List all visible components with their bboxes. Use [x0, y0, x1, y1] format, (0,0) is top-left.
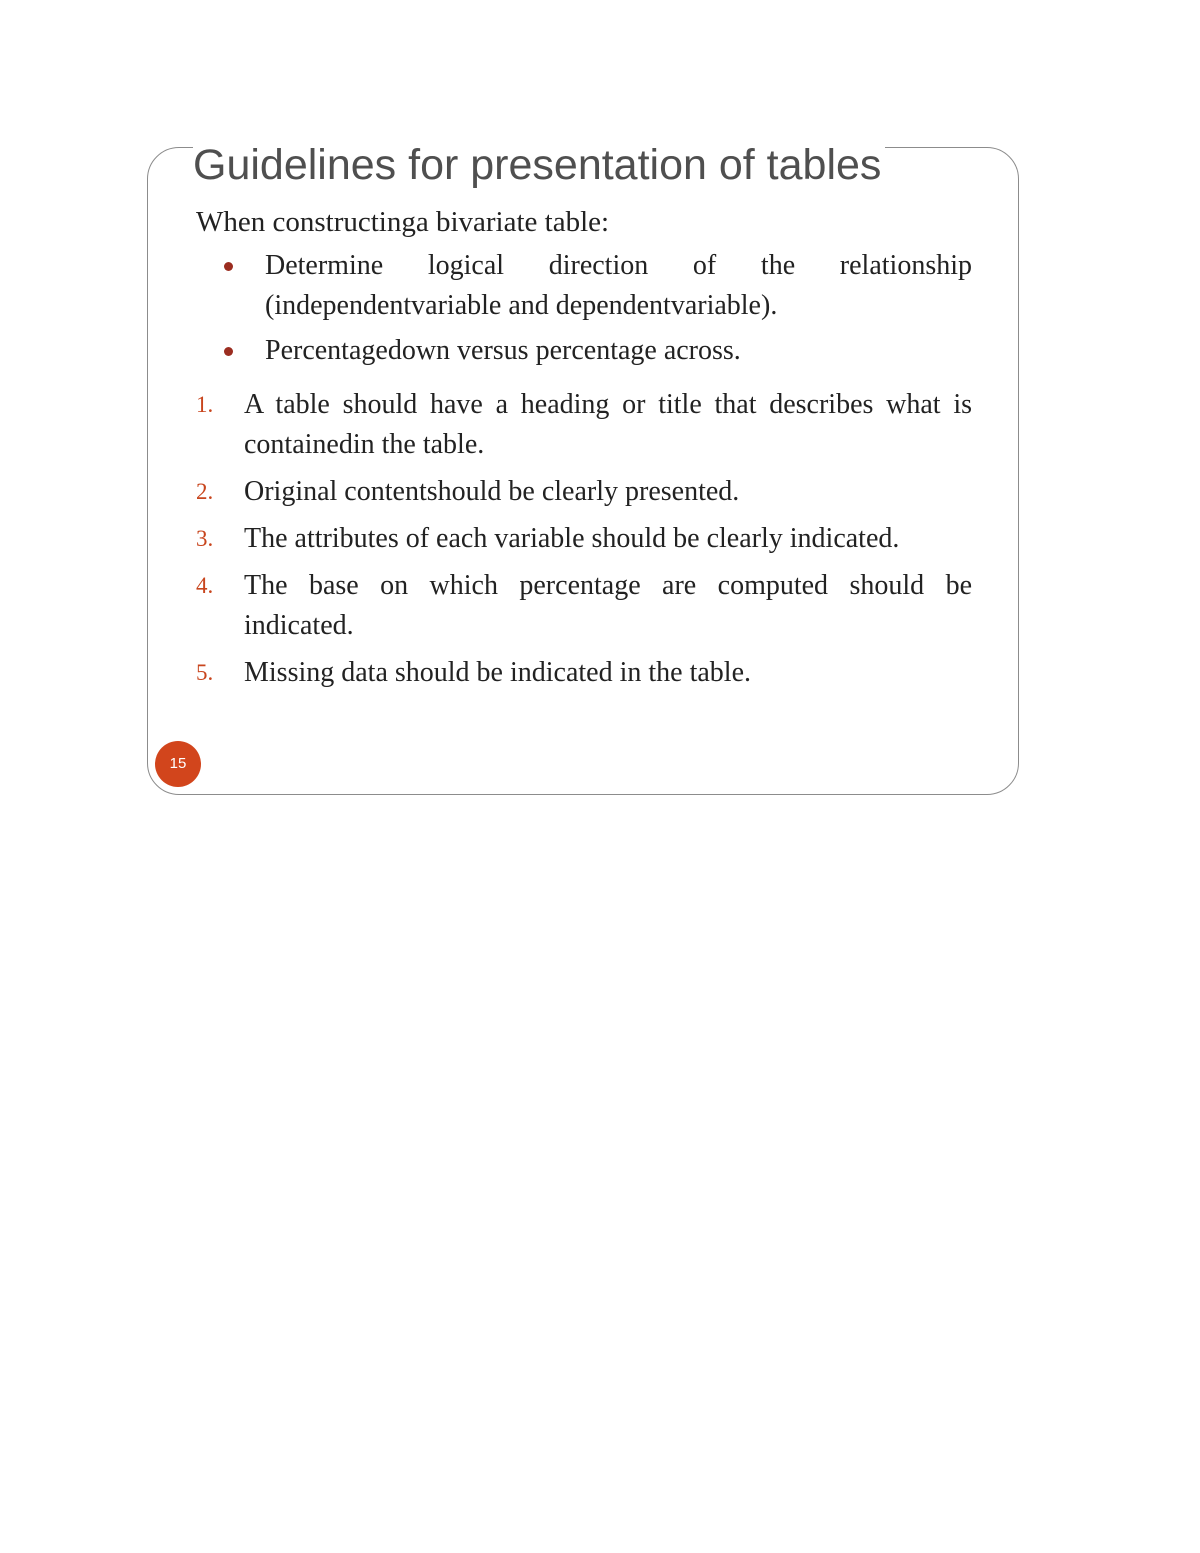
- bullet-item: [196, 331, 972, 371]
- numbered-item: [196, 519, 972, 559]
- item-text: A table should have a heading or title that describes what is containedin the table.: [244, 389, 972, 460]
- slide-body: [196, 200, 972, 700]
- bullet-icon: [224, 262, 233, 271]
- numbered-list: [196, 385, 972, 693]
- item-number: 2.: [196, 479, 214, 504]
- bullet-list: [196, 246, 972, 371]
- item-text: Original contentshould be clearly presented.: [244, 476, 740, 507]
- item-number: 1.: [196, 392, 214, 417]
- page-number-badge: 15: [155, 741, 201, 787]
- numbered-item: [196, 385, 972, 465]
- numbered-item: [196, 472, 972, 512]
- bullet-text: Percentagedown versus percentage across.: [265, 335, 741, 366]
- item-text: Missing data should be indicated in the table.: [244, 657, 752, 688]
- bullet-icon: [224, 347, 233, 356]
- numbered-item: [196, 566, 972, 646]
- item-number: 4.: [196, 573, 214, 598]
- item-text: The base on which percentage are computed should be indicated.: [244, 570, 972, 641]
- bullet-text: Determine logical direction of the relationship (independentvariable and dependentvariable).: [265, 250, 972, 321]
- item-text: The attributes of each variable should be clearly indicated.: [244, 523, 900, 554]
- intro-text: When constructinga bivariate table:: [196, 206, 610, 238]
- numbered-item: [196, 653, 972, 693]
- bullet-item: [196, 246, 972, 326]
- slide-title: Guidelines for presentation of tables: [193, 139, 885, 191]
- item-number: 3.: [196, 526, 214, 551]
- item-number: 5.: [196, 660, 214, 685]
